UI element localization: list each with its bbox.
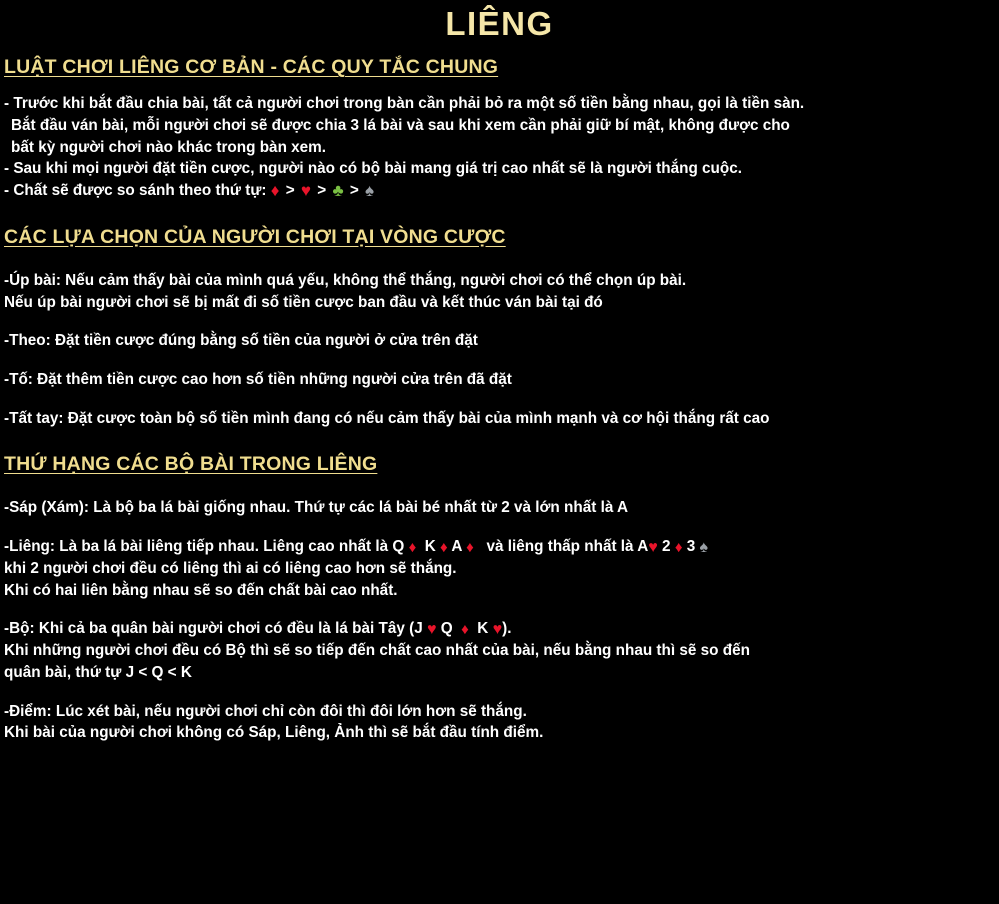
rank-line: Khi có hai liên bằng nhau sẽ so đến chất bài cao nhất.	[4, 581, 398, 599]
greater-than-symbol: >	[349, 182, 359, 200]
rank-lieng-card-2: 2	[662, 538, 671, 556]
option-line: -Theo: Đặt tiền cược đúng bằng số tiền của người ở cửa trên đặt	[4, 332, 478, 350]
heart-suit-icon: ♥	[300, 181, 311, 201]
rule-line: - Trước khi bắt đầu chia bài, tất cả người chơi trong bàn cần phải bỏ ra một số tiền bằng nhau, gọi là tiền sàn.	[4, 95, 805, 113]
page-title: LIÊNG	[445, 5, 554, 42]
rank-bo-text-2: ).	[502, 620, 512, 638]
rank-lieng-text-2: và liêng thấp nhất là A	[486, 538, 649, 556]
suit-order-line	[4, 180, 999, 202]
option-call	[4, 330, 999, 352]
rank-bo-text-1: -Bộ: Khi cả ba quân bài người chơi có đều là lá bài Tây (J	[4, 620, 423, 638]
rank-diem	[4, 701, 999, 744]
greater-than-symbol: >	[285, 182, 295, 200]
diamond-suit-icon: ♦	[440, 539, 448, 557]
section-heading-betting-options: CÁC LỰA CHỌN CỦA NGƯỜI CHƠI TẠI VÒNG CƯỢC	[4, 225, 506, 248]
option-line: -Tất tay: Đặt cược toàn bộ số tiền mình đang có nếu cảm thấy bài của mình mạnh và cơ hội thắng rất cao	[4, 409, 770, 427]
rule-line: Bắt đầu ván bài, mỗi người chơi sẽ được chia 3 lá bài và sau khi xem cần phải giữ bí mật, không được cho	[11, 117, 790, 135]
section-hand-rankings	[0, 453, 999, 743]
rank-line: khi 2 người chơi đều có liêng thì ai có liêng cao hơn sẽ thắng.	[4, 559, 457, 577]
suit-order-label: - Chất sẽ được so sánh theo thứ tự:	[4, 182, 271, 200]
rank-lieng	[4, 536, 999, 601]
rank-lieng-line	[4, 536, 999, 558]
diamond-suit-icon: ♦	[674, 539, 683, 557]
rank-bo	[4, 618, 999, 683]
diamond-suit-icon: ♦	[270, 181, 280, 201]
rank-line: Khi những người chơi đều có Bộ thì sẽ so tiếp đến chất cao nhất của bài, nếu bằng nhau thì sẽ so đến	[4, 642, 750, 660]
option-fold	[4, 270, 999, 313]
rank-lieng-card-3: 3	[686, 538, 696, 556]
spade-suit-icon: ♠	[365, 181, 375, 201]
club-suit-icon: ♣	[332, 181, 344, 201]
rule-line: bất kỳ người chơi nào khác trong bàn xem.	[11, 138, 327, 156]
heart-suit-icon: ♥	[426, 621, 437, 639]
heart-suit-icon: ♥	[648, 539, 658, 557]
option-allin	[4, 408, 999, 430]
rank-line: -Điểm: Lúc xét bài, nếu người chơi chỉ còn đôi thì đôi lớn hơn sẽ thắng.	[4, 702, 527, 720]
rank-bo-line	[4, 618, 999, 640]
heart-suit-icon: ♥	[492, 621, 503, 639]
rank-sap	[4, 497, 999, 519]
rank-line: -Sáp (Xám): Là bộ ba lá bài giống nhau. Thứ tự các lá bài bé nhất từ 2 và lớn nhất là A	[4, 499, 629, 517]
rank-lieng-card-k: K	[424, 538, 436, 556]
spade-suit-icon: ♠	[699, 539, 708, 557]
basic-rules-body	[4, 93, 999, 202]
option-raise	[4, 369, 999, 391]
section-heading-hand-rankings: THỨ HẠNG CÁC BỘ BÀI TRONG LIÊNG	[4, 453, 378, 476]
section-betting-options	[0, 226, 999, 430]
option-line: Nếu úp bài người chơi sẽ bị mất đi số tiền cược ban đầu và kết thúc ván bài tại đó	[4, 293, 603, 311]
rule-line: - Sau khi mọi người đặt tiền cược, người nào có bộ bài mang giá trị cao nhất sẽ là người thắng cuộc.	[4, 160, 743, 178]
greater-than-symbol: >	[317, 182, 327, 200]
option-line: -Tố: Đặt thêm tiền cược cao hơn số tiền những người cửa trên đã đặt	[4, 371, 512, 389]
section-basic-rules	[0, 56, 999, 202]
rules-page	[0, 6, 999, 904]
rank-line: quân bài, thứ tự J < Q < K	[4, 663, 192, 681]
rank-lieng-text-1: -Liêng: Là ba lá bài liêng tiếp nhau. Liêng cao nhất là Q	[4, 538, 405, 556]
option-line: -Úp bài: Nếu cảm thấy bài của mình quá yếu, không thể thắng, người chơi có thể chọn úp bài.	[4, 271, 687, 289]
section-heading-basic-rules: LUẬT CHƠI LIÊNG CƠ BẢN - CÁC QUY TẮC CHUNG	[4, 56, 499, 79]
diamond-suit-icon: ♦	[408, 539, 417, 557]
rank-lieng-card-a: A	[451, 538, 462, 556]
diamond-suit-icon: ♦	[461, 621, 469, 639]
diamond-suit-icon: ♦	[466, 539, 474, 557]
rank-bo-card-k: K	[477, 620, 489, 638]
rank-line: Khi bài của người chơi không có Sáp, Liêng, Ảnh thì sẽ bắt đầu tính điểm.	[4, 724, 544, 742]
rank-bo-card-q: Q	[440, 620, 453, 638]
